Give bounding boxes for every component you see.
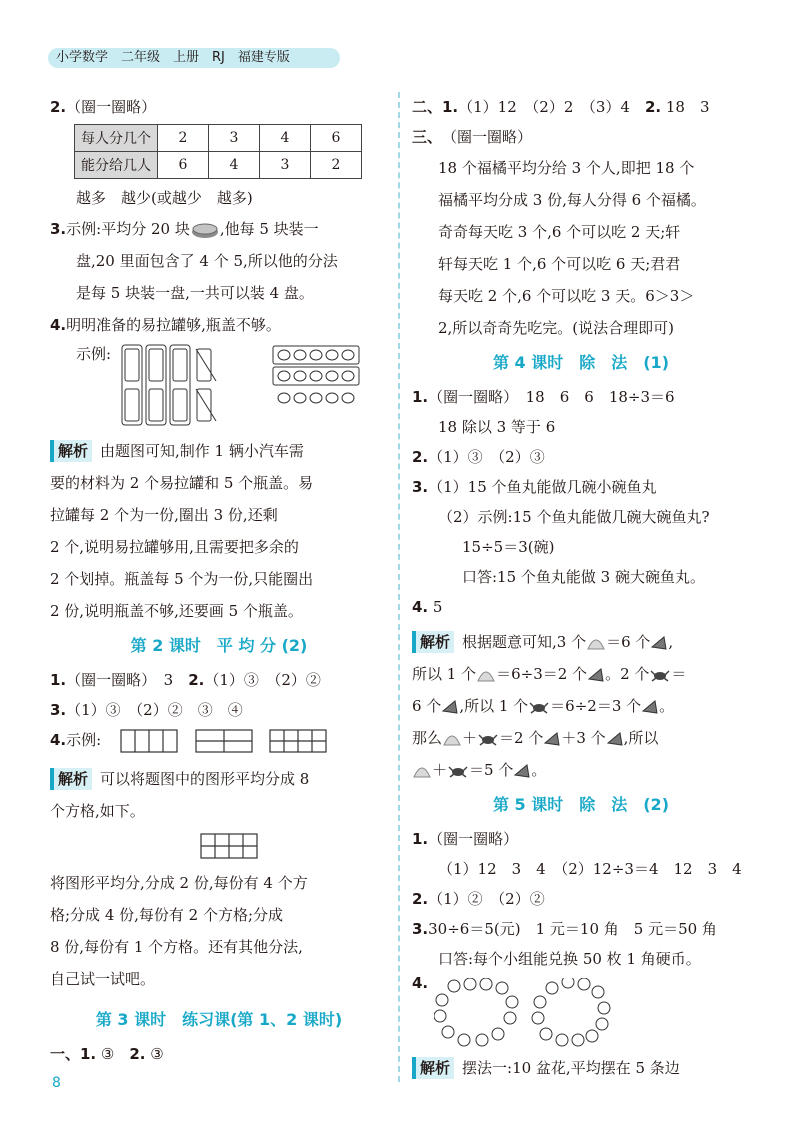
section-title: 第 2 课时 平 均 分 (2): [130, 636, 308, 655]
s2-q3: 3.（1）③ （2）② ③ ④: [50, 701, 243, 719]
conch-icon: [650, 635, 668, 651]
s5-q1: 1.（圈一圈略）: [412, 830, 519, 848]
scallop-icon: [442, 731, 462, 747]
analysis-tag: 解析: [412, 631, 454, 653]
crab-icon: [447, 763, 469, 779]
left-q4: 4.明明准备的易拉罐够,瓶盖不够。: [50, 316, 281, 334]
s5-q4: 4.: [412, 974, 750, 1052]
conch-icon: [606, 731, 624, 747]
scallop-icon: [586, 635, 606, 651]
s4-q4: 4. 5: [412, 598, 443, 616]
table-row: 能分给几人 6 4 3 2: [75, 152, 362, 179]
analysis-4: 解析 摆法一:10 盆花,平均摆在 5 条边: [412, 1052, 750, 1084]
conch-icon: [513, 763, 531, 779]
grid-8-icon: [200, 833, 260, 861]
left-q2: 2.（圈一圈略）: [50, 98, 157, 116]
flower-pots-icon: [434, 978, 634, 1048]
share-table: [74, 124, 362, 179]
grid-figure: [50, 827, 388, 867]
scallop-icon: [412, 763, 432, 779]
book-header: 小学数学 二年级 上册 RJ 福建专版: [48, 48, 340, 68]
r-q3: 三、（圈一圈略）: [412, 128, 533, 146]
bottle-caps-icon: [272, 345, 362, 407]
s5-q2: 2.（1）② （2）②: [412, 890, 545, 908]
cake-icon: [190, 221, 220, 239]
conch-icon: [441, 699, 459, 715]
scallop-icon: [476, 667, 496, 683]
left-q3: 3.示例:平均分 20 块 ,他每 5 块装一: [50, 220, 319, 238]
right-column: 二、1.（1）12 （2）2 （3）4 2. 18 3 三、（圈一圈略） 18 个福橘平均分给 3 个人,即把 18 个 福橘平均分成 3 份,每人分得 6 个福橘。 奇奇每天吃 3 个,6 个可以吃 2 天;轩 轩每天吃 1 个,6 个可以吃 6 天;君君 每天吃 2 个,6 个可以吃 3 天。6＞3＞ 2,所以奇奇先吃完。(说法合理即可) 第 4 课时 除 法 (1) 1.（圈一圈略） 18 6 6 18÷3＝6 18 除以 3 等于 6 2.（1）③ （2）③ 3.（1）15 个鱼丸能做几碗小碗鱼丸 （2）示例:15 个鱼丸能做几碗大碗鱼丸? 15÷5＝3(碗) 口答:15 个鱼丸能做 3 碗大碗鱼丸。 4. 5 解析 根据题意可知,3 个 ＝6 个 , 所以 1 个 ＝6÷3＝2 个 。2 个 ＝ 6 个 ,所以 1 个 ＝6÷2＝3 个 。 那么 ＋ ＝2 个 ＋3 个 ,所以 ＋ ＝5 个 。 第 5 课时 除 法 (2) 1.（圈一圈略） （1）12 3 4 （2）12÷3＝4 12 3 4 2.（1）② （2）② 3.30÷6＝5(元) 1 元＝10 角 5 元＝50 角 口答:每个小组能兑换 50 枚 1 角硬币。 4. 解析 摆法一:10 盆花,平均摆在 5 条边: [412, 92, 750, 1084]
analysis-tag: 解析: [50, 440, 92, 462]
grid-division-icon: [120, 729, 388, 753]
s4-q1: 1.（圈一圈略） 18 6 6 18÷3＝6: [412, 388, 675, 406]
analysis-tag: 解析: [412, 1057, 454, 1079]
cans-icon: [120, 343, 224, 427]
conch-icon: [587, 667, 605, 683]
section-title: 第 4 课时 除 法 (1): [492, 353, 670, 372]
analysis-3: 解析 根据题意可知,3 个 ＝6 个 ,: [412, 626, 750, 658]
q2-answer: 越多 越少(或越少 越多): [76, 189, 253, 207]
page-number: 8: [52, 1075, 61, 1091]
section-title: 第 5 课时 除 法 (2): [492, 795, 670, 814]
column-divider: [398, 92, 400, 1082]
analysis-tag: 解析: [50, 768, 92, 790]
crab-icon: [649, 667, 671, 683]
s4-q3: 3.（1）15 个鱼丸能做几碗小碗鱼丸: [412, 478, 657, 496]
s2-q1: 1.（圈一圈略） 3 2.（1）③ （2）②: [50, 671, 321, 689]
r-q2: 二、1.（1）12 （2）2 （3）4 2. 18 3: [412, 98, 710, 116]
left-column: 2.（圈一圈略） 每人分几个 2 3 4 6 能分给几人 6 4 3 2 越多 越少(或越少 越多) 3.示例:平均分 20 块 ,他每 5 块装一 盘,20 里面包含了 4 个 5,所以他的分法 是每 5 块装一盘,一共可以装 4 盘。 4.明明准备的易拉罐够,瓶盖不够。 示例: 解析 由题图可知,制作 1 辆小汽车需 要的材料为 2 个易拉罐和 5 个瓶盖。易 拉罐每 2 个为一份,圈出 3 份,还剩 2 个,说明易拉罐够用,且需要把多余的 2 个划掉。瓶盖每 5 个为一份,只能圈出 2 份,说明瓶盖不够,还要画 5 个瓶盖。 第 2 课时 平 均 分 (2) 1.（圈一圈略） 3 2.（1）③ （2）② 3.（1）③ （2）② ③ ④ 4.示例: 解析 可以将题图中的图形平均分成 8 个方格,如下。 将图形平均分,分成 2 份,每份有 4 个方 格;分成 4 份,每份有 2 个方格;分成 8 份,每份有 1 个方格。还有其他分法, 自己试一试吧。 第 3 课时 练习课(第 1、2 课时) 一、1. ③ 2. ③: [50, 92, 388, 1069]
crab-icon: [477, 731, 499, 747]
crab-icon: [528, 699, 550, 715]
table-row: 每人分几个 2 3 4 6: [75, 125, 362, 152]
s3-q1: 一、1. ③ 2. ③: [50, 1045, 164, 1063]
s4-q2: 2.（1）③ （2）③: [412, 448, 545, 466]
analysis-2: 解析 可以将题图中的图形平均分成 8: [50, 763, 388, 795]
s5-q3: 3.30÷6＝5(元) 1 元＝10 角 5 元＝50 角: [412, 920, 717, 938]
q4-figure: 示例:: [50, 341, 388, 431]
s2-q4: 4.示例:: [50, 725, 388, 755]
conch-icon: [543, 731, 561, 747]
conch-icon: [641, 699, 659, 715]
section-title: 第 3 课时 练习课(第 1、2 课时): [95, 1010, 343, 1029]
analysis-1: 解析 由题图可知,制作 1 辆小汽车需: [50, 435, 388, 467]
